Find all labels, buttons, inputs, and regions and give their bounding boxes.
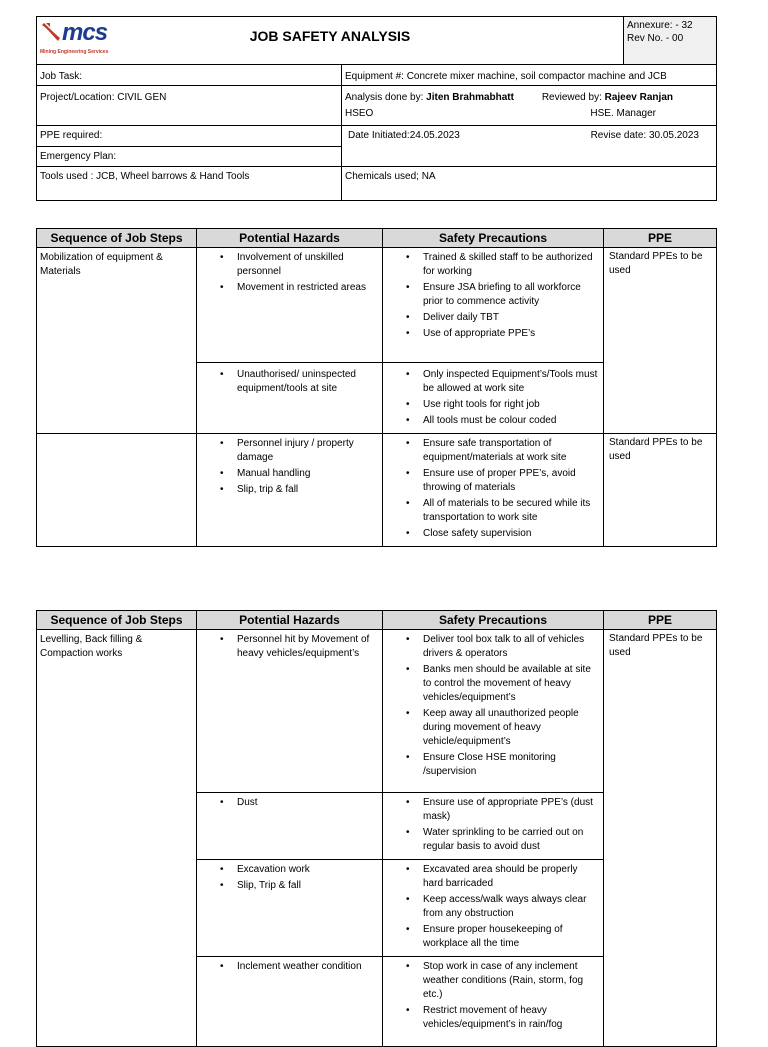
revise-date: Revise date: 30.05.2023 [590, 130, 699, 141]
hazard-item: • Slip, Trip & fall [237, 879, 378, 893]
precaution-item: • Ensure use of appropriate PPE’s (dust mask) [423, 796, 599, 824]
document-title: JOB SAFETY ANALYSIS [249, 28, 411, 44]
precaution-item: • Keep access/walk ways always clear from any obstruction [423, 893, 599, 921]
precaution-item: • All tools must be colour coded [423, 414, 599, 428]
precaution-item: • Use of appropriate PPE’s [423, 327, 599, 341]
precaution-item: • Excavated area should be properly hard barricaded [423, 863, 599, 891]
col-header-hazards: Potential Hazards [197, 611, 383, 630]
hazard-item: • Dust [237, 796, 378, 810]
precaution-item: • Deliver daily TBT [423, 311, 599, 325]
precaution-item: • Ensure safe transportation of equipment/materials at work site [423, 437, 599, 465]
hazard-item: • Inclement weather condition [237, 960, 378, 974]
precaution-cell [383, 248, 604, 363]
precaution-item: • Ensure Close HSE monitoring /supervision [423, 751, 599, 779]
col-header-steps: Sequence of Job Steps [37, 229, 197, 248]
hazard-cell [197, 248, 383, 363]
company-logo [40, 21, 108, 59]
emergency-plan: Emergency Plan: [40, 151, 117, 162]
precaution-item: • Ensure use of proper PPE’s, avoid throwing of materials [423, 467, 599, 495]
col-header-ppe: PPE [604, 229, 717, 248]
hazard-item: • Unauthorised/ uninspected equipment/tools at site [237, 368, 378, 396]
precaution-item: • Restrict movement of heavy vehicles/equipment’s in rain/fog [423, 1004, 599, 1032]
precaution-item: • Keep away all unauthorized people during movement of heavy vehicle/equipment’s [423, 707, 599, 749]
table-header-row [37, 611, 717, 630]
analysis-cell [342, 86, 717, 126]
precaution-item: • Close safety supervision [423, 527, 599, 541]
ppe-cell: Standard PPEs to be used [604, 630, 717, 1047]
hazard-item: • Excavation work [237, 863, 378, 877]
logo-title-cell [37, 17, 624, 65]
hazard-item: • Slip, trip & fall [237, 483, 378, 497]
precaution-item: • All of materials to be secured while its transportation to work site [423, 497, 599, 525]
precaution-item: • Only inspected Equipment’s/Tools must be allowed at work site [423, 368, 599, 396]
hazard-cell [197, 630, 383, 793]
job-step: Levelling, Back filling & Compaction works [37, 630, 197, 1047]
col-header-steps: Sequence of Job Steps [37, 611, 197, 630]
ppe-cell: Standard PPEs to be used [604, 434, 717, 547]
project-location-cell: Project/Location: CIVIL GEN [37, 86, 342, 126]
jsa-table-1 [36, 228, 717, 547]
dates-cell [342, 126, 717, 167]
hazard-item: • Manual handling [237, 467, 378, 481]
ppe-emergency-cell [37, 126, 342, 167]
precaution-cell [383, 363, 604, 434]
tools-used-cell: Tools used : JCB, Wheel barrows & Hand Tools [37, 167, 342, 201]
table-row [37, 248, 717, 363]
logo-tagline: Mining Engineering Services [40, 49, 109, 55]
precaution-cell [383, 793, 604, 860]
reviewed-label: Reviewed by: [541, 92, 605, 103]
precaution-item: • Stop work in case of any inclement weather conditions (Rain, storm, fog etc.) [423, 960, 599, 1002]
col-header-hazards: Potential Hazards [197, 229, 383, 248]
precaution-cell [383, 434, 604, 547]
chemicals-used-cell: Chemicals used; NA [342, 167, 717, 201]
hazard-item: • Movement in restricted areas [237, 281, 378, 295]
table-row [37, 630, 717, 793]
precaution-item: • Trained & skilled staff to be authorized for working [423, 251, 599, 279]
precaution-item: • Ensure JSA briefing to all workforce prior to commence activity [423, 281, 599, 309]
hazard-cell [197, 363, 383, 434]
hazard-item: • Personnel injury / property damage [237, 437, 378, 465]
precaution-item: • Water sprinkling to be carried out on regular basis to avoid dust [423, 826, 599, 854]
logo-wordmark: mcs [62, 19, 108, 46]
annexure-cell [624, 17, 717, 65]
precaution-cell [383, 630, 604, 793]
hazard-cell [197, 860, 383, 957]
job-task-cell: Job Task: [37, 65, 342, 86]
hazard-cell [197, 434, 383, 547]
table-row [37, 434, 717, 547]
precaution-item: • Ensure proper housekeeping of workplace all the time [423, 923, 599, 951]
analysis-label: Analysis done by: [345, 92, 427, 103]
precaution-cell [383, 957, 604, 1047]
equipment-cell: Equipment #: Concrete mixer machine, soil compactor machine and JCB [342, 65, 717, 86]
annexure-number: Annexure: - 32 [627, 20, 693, 31]
job-step [37, 434, 197, 547]
col-header-precautions: Safety Precautions [383, 611, 604, 630]
precaution-item: • Banks men should be available at site to control the movement of heavy vehicles/equipment’s [423, 663, 599, 705]
hazard-cell [197, 793, 383, 860]
col-header-ppe: PPE [604, 611, 717, 630]
analysis-role: HSEO [345, 108, 374, 119]
header-table [36, 16, 717, 201]
hazard-cell [197, 957, 383, 1047]
ppe-cell: Standard PPEs to be used [604, 248, 717, 434]
reviewed-role: HSE. Manager [590, 108, 656, 119]
jsa-table-2 [36, 610, 717, 1047]
col-header-precautions: Safety Precautions [383, 229, 604, 248]
precaution-item: • Use right tools for right job [423, 398, 599, 412]
date-initiated: Date Initiated:24.05.2023 [348, 130, 460, 141]
ppe-required: PPE required: [37, 126, 341, 147]
precaution-cell [383, 860, 604, 957]
swoosh-icon [40, 21, 62, 43]
reviewed-name: Rajeev Ranjan [604, 92, 673, 103]
table-header-row [37, 229, 717, 248]
revision-number: Rev No. - 00 [627, 33, 684, 44]
analysis-name: Jiten Brahmabhatt [426, 92, 514, 103]
precaution-item: • Deliver tool box talk to all of vehicles drivers & operators [423, 633, 599, 661]
hazard-item: • Involvement of unskilled personnel [237, 251, 378, 279]
hazard-item: • Personnel hit by Movement of heavy vehicles/equipment’s [237, 633, 378, 661]
job-step: Mobilization of equipment & Materials [37, 248, 197, 434]
